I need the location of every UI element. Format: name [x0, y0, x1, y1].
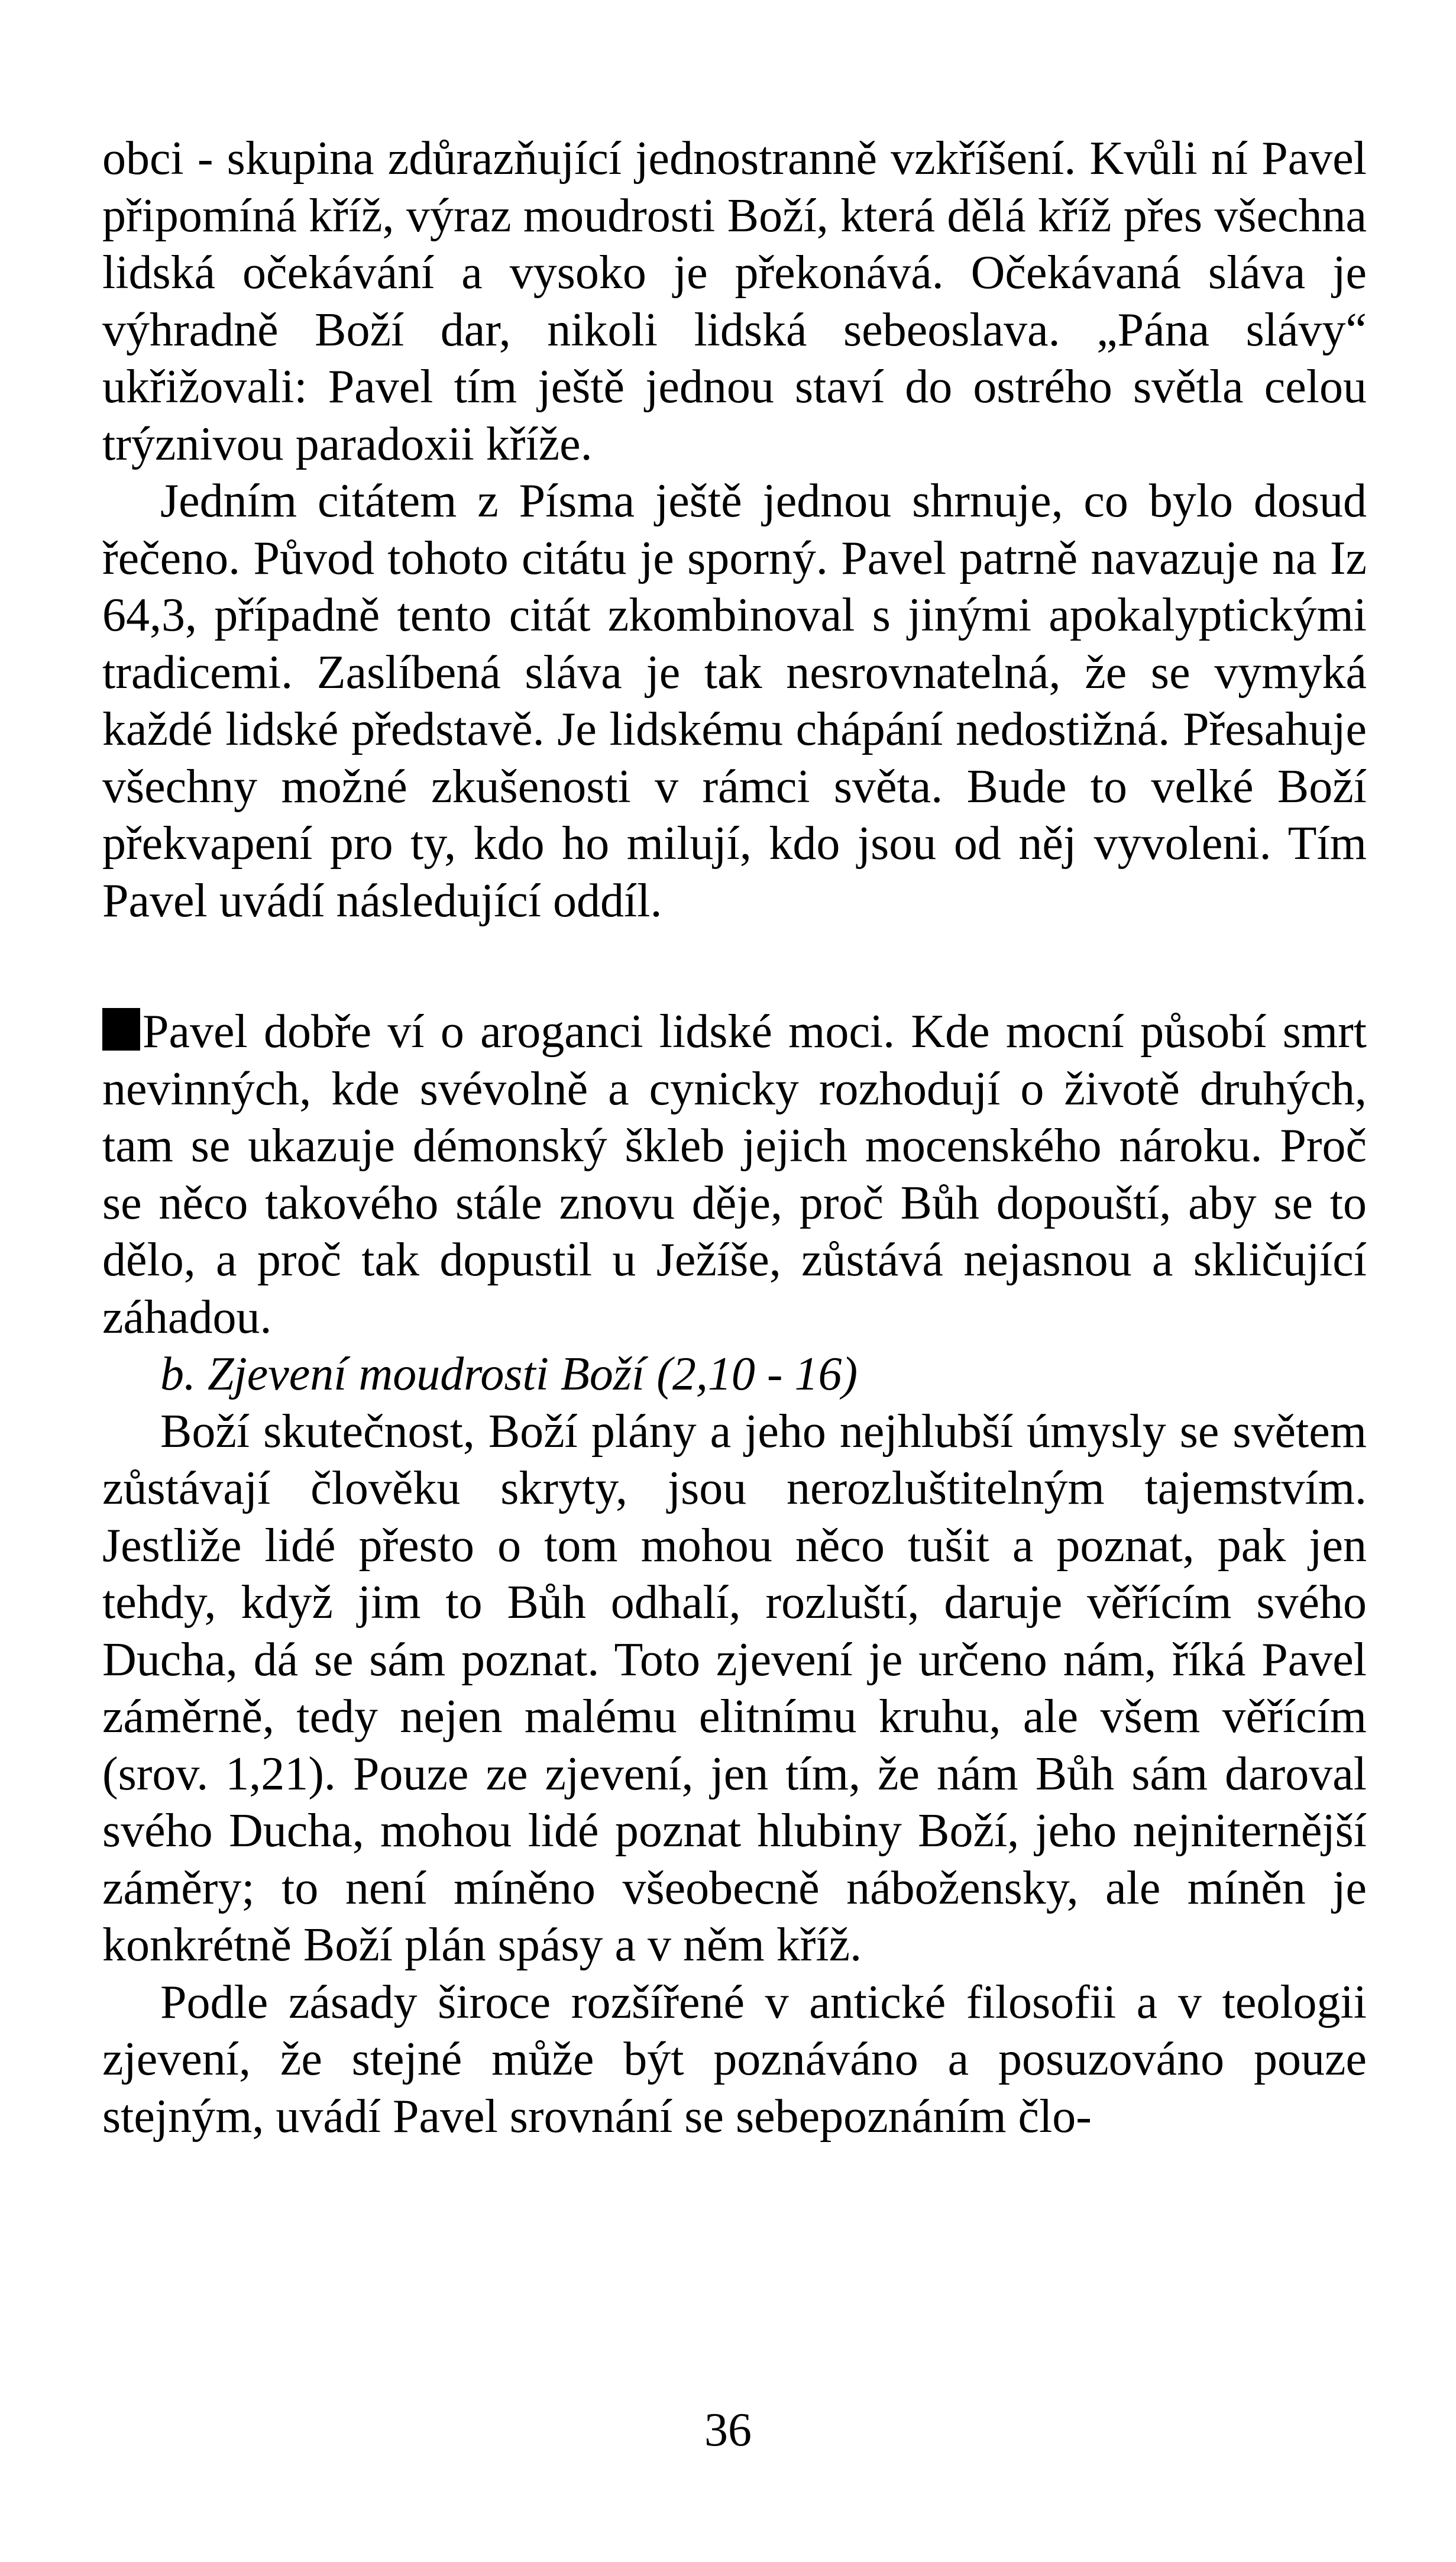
black-square-icon: [102, 1008, 140, 1051]
page-body: [102, 130, 1367, 2145]
paragraph-3: [102, 1003, 1367, 1346]
paragraph-5: Podle zásady široce rozšířené v antické filosofii a v teologii zjevení, že stejné může být poznáváno a posuzováno pouze stejným, uvádí Pavel srovnání se sebepoznáním člo-: [102, 1976, 1367, 2143]
paragraph-1: obci - skupina zdůrazňující jednostranně vzkříšení. Kvůli ní Pavel připomíná kříž, výraz moudrosti Boží, která dělá kříž přes všechna lidská očekávání a vysoko je překonává. Očekávaná sláva je výhradně Boží dar, nikoli lidská sebeoslava. „Pána slávy“ ukřižovali: Pavel tím ještě jednou staví do ostrého světla celou trýznivou paradoxii kříže.: [102, 133, 1367, 470]
paragraph-2: Jedním citátem z Písma ještě jednou shrnuje, co bylo dosud řečeno. Původ tohoto citátu je sporný. Pavel patrně navazuje na Iz 64,3, případně tento citát zkombinoval s jinými apokalyptickými tradicemi. Zaslíbená sláva je tak nesrovnatelná, že se vymyká každé lidské představě. Je lidskému chápání nedostižná. Přesahuje všechny možné zkušenosti v rámci světa. Bude to velké Boží překvapení pro ty, kdo ho milují, kdo jsou od něj vyvoleni. Tím Pavel uvádí následující oddíl.: [102, 475, 1367, 927]
paragraph-3-text: Pavel dobře ví o aroganci lidské moci. Kde mocní působí smrt nevinných, kde svévolně a cynicky rozhodují o životě druhých, tam se ukazuje démonský škleb jejich mocenského nároku. Proč se něco takového stále znovu děje, proč Bůh dopouští, aby se to dělo, a proč tak dopustil u Ježíše, zůstává nejasnou a skličující záhadou.: [102, 1006, 1367, 1343]
paragraph-4: Boží skutečnost, Boží plány a jeho nejhlubší úmysly se světem zůstávají člověku skryty, jsou nerozluštitelným tajemstvím. Jestliže lidé přesto o tom mohou něco tušit a poznat, pak jen tehdy, když jim to Bůh odhalí, rozluští, daruje věřícím svého Ducha, dá se sám poznat. Toto zjevení je určeno nám, říká Pavel záměrně, tedy nejen malému elitnímu kruhu, ale všem věřícím (srov. 1,21). Pouze ze zjevení, jen tím, že nám Bůh sám daroval svého Ducha, mohou lidé poznat hlubiny Boží, jeho nejniternější záměry; to není míněno všeobecně nábožensky, ale míněn je konkrétně Boží plán spásy a v něm kříž.: [102, 1405, 1367, 1971]
page-number: 36: [704, 2404, 752, 2456]
section-heading: b. Zjevení moudrosti Boží (2,10 - 16): [160, 1348, 858, 1400]
